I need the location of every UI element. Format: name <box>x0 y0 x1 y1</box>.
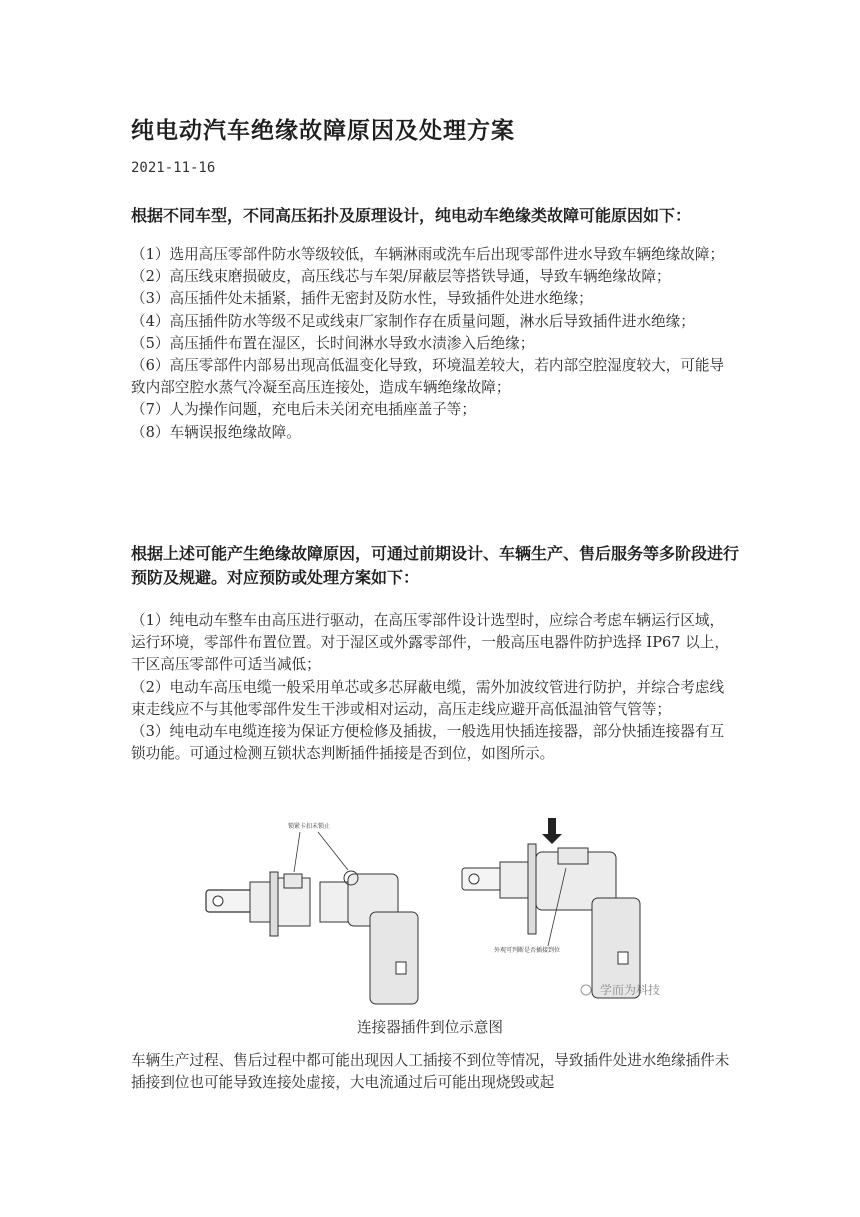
list-item: （1）选用高压零部件防水等级较低，车辆淋雨或洗车后出现零部件进水导致车辆绝缘故障； <box>131 246 725 263</box>
list-item: （5）高压插件布置在湿区，长时间淋水导致水渍渗入后绝缘； <box>131 334 535 352</box>
list-item: （2）高压线束磨损破皮，高压线芯与车架/屏蔽层等搭铁导通，导致车辆绝缘故障； <box>131 268 671 286</box>
connector-unmated-drawing <box>206 822 418 1004</box>
list-item: （3）纯电动车电缆连接为保证方便检修及插拔，一般选用快插连接器，部分快插连接器有互锁功能。可通过检测互锁状态判断插件插接是否到位，如图所示。 <box>131 723 725 763</box>
figure-label-left: 锁紧卡扣未锁止 <box>288 823 331 830</box>
wechat-icon <box>581 985 591 995</box>
list-item: （2）电动车高压电缆一般采用单芯或多芯屏蔽电缆，需外加波纹管进行防护，并综合考虑线束走线应不与其他零部件发生干涉或相对运动，高压走线应避开高低温油管气管等； <box>131 678 725 718</box>
section1-list <box>131 244 731 444</box>
section2-heading: 根据上述可能产生绝缘故障原因，可通过前期设计、车辆生产、售后服务等多阶段进行预防及规避。对应预防或处理方案如下： <box>131 544 740 587</box>
list-item: （4）高压插件防水等级不足或线束厂家制作存在质量问题，淋水后导致插件进水绝缘； <box>131 312 695 330</box>
list-item: （8）车辆误报绝缘故障。 <box>131 423 301 441</box>
section1-heading: 根据不同车型，不同高压拓扑及原理设计，纯电动车绝缘类故障可能原因如下： <box>131 206 692 225</box>
connector-mated-drawing <box>462 818 660 998</box>
section2-list <box>131 610 731 765</box>
list-item: （1）纯电动车整车由高压进行驱动，在高压零部件设计选型时，应综合考虑车辆运行区域，运行环境，零部件布置位置。对于湿区或外露零部件，一般高压电器件防护选择 IP67 以上，干区高压零部件可适当减低； <box>131 612 729 674</box>
connector-illustration <box>188 812 674 1012</box>
connector-figure <box>188 812 674 1012</box>
list-item: （7）人为操作问题，充电后未关闭充电插座盖子等； <box>131 401 476 419</box>
publish-date: 2021-11-16 <box>131 160 216 176</box>
page-title: 纯电动汽车绝缘故障原因及处理方案 <box>131 118 515 144</box>
list-item: （6）高压零部件内部易出现高低温变化导致，环境温差较大，若内部空腔湿度较大，可能导致内部空腔水蒸气冷凝至高压连接处，造成车辆绝缘故障； <box>131 357 725 397</box>
closing-paragraph: 车辆生产过程、售后过程中都可能出现因人工插接不到位等情况，导致插件处进水绝缘插件未插接到位也可能导致连接处虚接，大电流通过后可能出现烧毁或起 <box>131 1052 730 1092</box>
list-item: （3）高压插件处未插紧，插件无密封及防水性，导致插件处进水绝缘； <box>131 290 593 308</box>
figure-label-right: 外观可判断是否插接到位 <box>494 947 561 954</box>
figure-caption: 连接器插件到位示意图 <box>357 1019 503 1036</box>
figure-watermark: 学而为科技 <box>600 983 661 997</box>
